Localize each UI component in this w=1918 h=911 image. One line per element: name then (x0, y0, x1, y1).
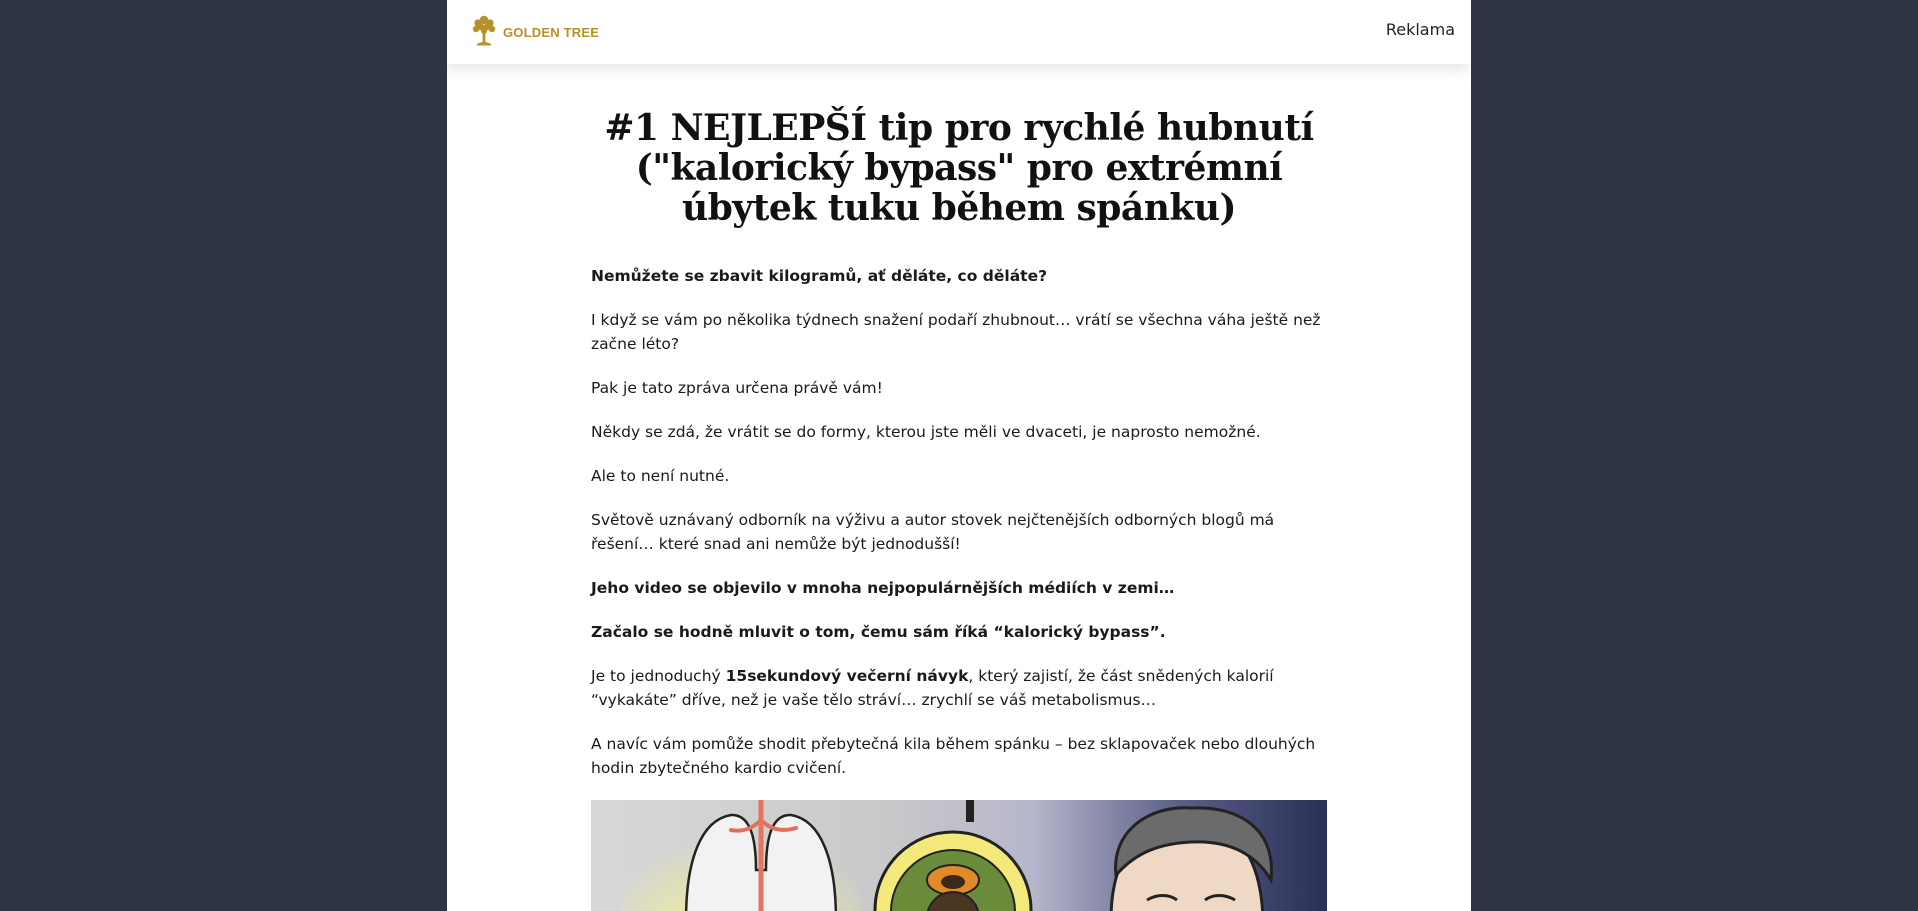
brand-logo[interactable] (471, 14, 599, 50)
paragraph-9 (591, 664, 1327, 712)
brand-name: GOLDEN TREE (503, 24, 600, 40)
ad-label: Reklama (1385, 20, 1455, 39)
article-title: #1 NEJLEPŠÍ tip pro rychlé hubnutí ("kalorický bypass" pro extrémní úbytek tuku během spánku) (604, 107, 1314, 229)
paragraph-2: I když se vám po několika týdnech snažení podaří zhubnout… vrátí se všechna váha ještě než začne léto? (591, 311, 1321, 353)
paragraph-10: A navíc vám pomůže shodit přebytečná kila během spánku – bez sklapovaček nebo dlouhých hodin zbytečného kardio cvičení. (591, 735, 1316, 777)
plate-illustration (875, 832, 1031, 911)
hero-illustration (591, 800, 1327, 911)
paragraph-9-lead: Je to jednoduchý (591, 667, 726, 685)
golden-tree-icon (471, 13, 497, 52)
paragraph-9-tail: , který zajistí, že část snědených kalorií “vykakáte” dříve, než je vaše tělo stráví… zrychlí se váš metabolismus… (591, 667, 1274, 709)
article (591, 108, 1327, 911)
paragraph-1: Nemůžete se zbavit kilogramů, ať děláte, co děláte? (591, 267, 1048, 285)
man-illustration (1111, 808, 1271, 911)
stomach-illustration (621, 800, 861, 911)
paragraph-4: Někdy se zdá, že vrátit se do formy, kterou jste měli ve dvaceti, je naprosto nemožné. (591, 423, 1261, 441)
page-container (447, 0, 1471, 911)
paragraph-5: Ale to není nutné. (591, 467, 730, 485)
paragraph-8: Začalo se hodně mluvit o tom, čemu sám říká “kalorický bypass”. (591, 623, 1166, 641)
site-header (447, 0, 1471, 64)
paragraph-9-highlight: 15sekundový večerní návyk (725, 667, 969, 685)
paragraph-3: Pak je tato zpráva určena právě vám! (591, 379, 883, 397)
paragraph-7: Jeho video se objevilo v mnoha nejpopulárnějších médiích v zemi… (591, 579, 1175, 597)
paragraph-6: Světově uznávaný odborník na výživu a autor stovek nejčtenějších odborných blogů má řešení… které snad ani nemůže být jednodušší! (591, 511, 1275, 553)
